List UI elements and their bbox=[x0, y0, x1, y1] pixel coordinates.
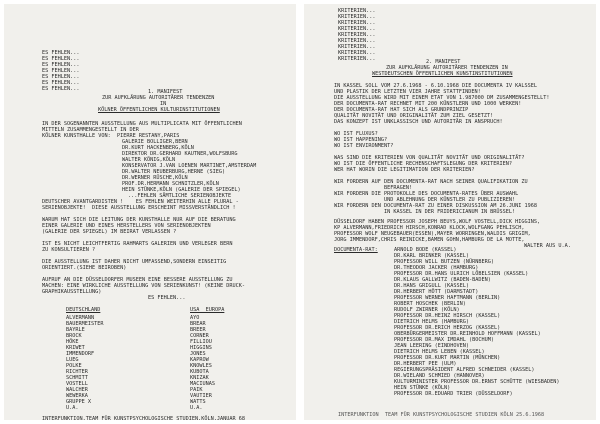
text-line: EINER GALERIE UND EINES HERSTELLERS VON SERIENOBJEKTEN bbox=[42, 223, 211, 229]
text-line: LUEG bbox=[66, 357, 79, 363]
text-line: GRUPPE X bbox=[66, 399, 91, 405]
text-line: DR.KLAUS GALLWITZ (BADEN-BADEN) bbox=[394, 277, 491, 283]
text-line: IN KASSEL SOLL VOM 27.6.1968 - 6.10.1968 DIE DOCUMENTA IV KALSSEL bbox=[334, 83, 538, 89]
text-line: AUFRUF AN DIE DÜSSELDORFER MUSEEN EINE BESSERE AUSSTELLUNG ZU bbox=[42, 277, 233, 283]
text-line: QUALITÄT NOVITÄT UND ORIGINALITÄT ZUM ZIEL GESETZT! bbox=[334, 113, 494, 119]
text-line: KRITERIEN... bbox=[338, 38, 376, 44]
text-line: MACHEN: EINE WIRKLICHE AUSSTELLUNG VON SERIENKUNST! (KEINE DRUCK- bbox=[42, 283, 246, 289]
text-line: DR.WALTER NEUBERBURG,HERNE (SIEG) bbox=[122, 169, 226, 175]
text-line: ES FEHLEN... bbox=[42, 50, 80, 56]
text-line: GALERIE BOLLIGER,BERN bbox=[122, 139, 188, 145]
text-line: VAUTIER bbox=[190, 393, 212, 399]
text-line: KNIZAK bbox=[190, 375, 209, 381]
text-line: U.A. bbox=[66, 405, 79, 411]
text-line: 2. MANIFEST bbox=[426, 59, 461, 65]
text-line: KRITERIEN... bbox=[338, 14, 376, 20]
text-line: UND ABLEHNUNG DER KÜNSTLER ZU PUBLIZIEREN! bbox=[384, 197, 516, 203]
text-line: PROFESSOR DR.HEINZ HIRSCH (KASSEL) bbox=[394, 313, 501, 319]
text-line: ZU KONSULTIEREN ? bbox=[42, 247, 96, 253]
text-line: DIETRICH HELMS LEBEN (KASSEL) bbox=[394, 349, 485, 355]
text-line: DR.HERBERT PEE (ULM) bbox=[394, 361, 457, 367]
text-line: RICHTER bbox=[66, 369, 88, 375]
text-line: DR.KURT HACKENBERG,KÖLN bbox=[122, 145, 194, 151]
text-line: BAYRLE bbox=[66, 327, 85, 333]
text-line: DR.WIELAND SCHMIED (HANNOVER) bbox=[394, 373, 485, 379]
text-line: PROF.DR.HERMANN SCHNITZLER,KÖLN bbox=[122, 181, 219, 187]
text-line: ...FEHLEN SÄMTLICHE SERIENOBJEKTE bbox=[128, 193, 232, 199]
text-line: PROFESSOR DR.HANS ULRICH LÖBELSIEN (KASSEL) bbox=[394, 271, 529, 277]
text-line: FILLIOU bbox=[190, 339, 212, 345]
text-line: ES FEHLEN... bbox=[42, 68, 80, 74]
text-line: BROCK bbox=[66, 333, 82, 339]
text-line: KP ALVERMANN,FRIEDRICH HIRSCH,KONRAD KLOCK,WOLFGANG PEHLISCH, bbox=[334, 225, 525, 231]
text-line: ES FEHLEN... bbox=[42, 74, 80, 80]
text-line: BREAR bbox=[190, 321, 206, 327]
text-line: DÜSSELDORF HABEN PROFESSOR JOSEPH BEUYS,WOLF VOSTELL,DICK HIGGINS, bbox=[334, 219, 541, 225]
text-line: MACIUNAS bbox=[190, 381, 215, 387]
text-line: ORIENTIERT.(SIEHE BEIROBEN) bbox=[42, 265, 127, 271]
text-line: DR.HERBERT HÖTT (DARMSTADT) bbox=[394, 289, 479, 295]
text-line: KRITERIEN... bbox=[338, 44, 376, 50]
text-line: MITTELN ZUSAMMENGESTELLT IN DER bbox=[42, 127, 139, 133]
text-line: DIE AUSSTELLUNG IST DAHER NICHT UMFASSEND,SONDERN EINSEITIG bbox=[42, 259, 227, 265]
text-line: IN KASSEL IN DER FRIDERICIANUM IN BRÜSSEL! bbox=[384, 209, 516, 215]
text-line: DAS KONZEPT IST UNKLASSISCH UND AUTORITÄR IN ANSPRUCH! bbox=[334, 119, 503, 125]
text-line: KUBOTA bbox=[190, 369, 209, 375]
text-line: DER DOCUMENTA-RAT HAT SICH ALS GRUNDPRINZIP bbox=[334, 107, 469, 113]
text-line: WALTER AUS U.A. bbox=[524, 243, 571, 249]
text-line: VOSTELL bbox=[66, 381, 88, 387]
text-line: KULTURMINISTER PROFESSOR DR.ERNST SCHÜTTE (WIESBADEN) bbox=[394, 379, 560, 385]
text-line: AYO bbox=[190, 315, 200, 321]
text-line: WO IST FLUXUS? bbox=[334, 131, 378, 137]
text-line: PROFESSOR DR.ERICH HERZOG (KASSEL) bbox=[394, 325, 501, 331]
text-line: ALVERMANN bbox=[66, 315, 95, 321]
text-line: USA EUROPA bbox=[190, 307, 225, 313]
text-line: ARNOLD BODE (KASSEL) bbox=[394, 247, 457, 253]
text-line: BAUERMEISTER bbox=[66, 321, 104, 327]
text-line: DR.KARL BRINKER (KASSEL) bbox=[394, 253, 469, 259]
text-line: HEIN STÜNKE,KÖLN (GALERIE DER SPIEGEL) bbox=[122, 187, 241, 193]
text-line: PROFESSOR DR.EDUARD TRIER (DÜSSELDORF) bbox=[394, 391, 513, 397]
text-line: DR.WERNER RÜSCHE,KÖLN bbox=[122, 175, 188, 181]
text-line: PROFESSOR DR.MAX IMDAHL (BOCHUM) bbox=[394, 337, 494, 343]
text-line: JONES bbox=[190, 351, 206, 357]
text-line: DEUTSCHER AVANTGARDISTEN ! ES FEHLEN WEITERHIN ALLE PLURAL - bbox=[42, 199, 239, 205]
text-line: IST ES NICHT LEICHTFERTIG RAHMARTS GALERIEN UND VERLEGER BERN bbox=[42, 241, 233, 247]
text-line: ES FEHLEN... bbox=[42, 86, 80, 92]
right-manifesto-page bbox=[304, 4, 596, 420]
text-line: KRITERIEN... bbox=[338, 56, 376, 62]
text-line: DR.THEODOR JACKER (HAMBURG) bbox=[394, 265, 479, 271]
text-line: INTERFUNKTION,TEAM FÜR KUNSTPSYCHOLOGISCHE STUDIEN,KÖLN,JANUAR 68 bbox=[42, 416, 246, 420]
text-line: WATTS bbox=[190, 399, 206, 405]
text-line: KRIWET bbox=[66, 345, 85, 351]
text-line: KÖLNER ÖFFENTLICHEN KULTURINSTITUTIONEN bbox=[98, 107, 220, 113]
text-line: GRAPHIKAUSSTELLUNG) bbox=[42, 289, 102, 295]
text-line: WAS SIND DIE KRITERIEN VON QUALITÄT NOVITÄT UND ORIGINALITÄT? bbox=[334, 155, 525, 161]
text-line: REGIERUNGSPRÄSIDENT ALFRED SCHNEIDER (KASSEL) bbox=[394, 367, 535, 373]
text-line: DER DOCUMENTA-RAT RECHNET MIT 200 KÜNSTLERN UND 1000 WERKEN! bbox=[334, 101, 522, 107]
text-line: RUDOLF ZWIRNER (KÖLN) bbox=[394, 307, 460, 313]
text-line: CORNER bbox=[190, 333, 209, 339]
text-line: ES FEHLEN... bbox=[42, 80, 80, 86]
text-line: DR.HANS GRIGULL (KASSEL) bbox=[394, 283, 469, 289]
text-line: KRITERIEN... bbox=[338, 26, 376, 32]
text-line: KNOWLES bbox=[190, 363, 212, 369]
text-line: SERIENOBJEKTE! DIESE AUSSTELLUNG ERSCHEINT MISSVERSTÄNDLICH ! bbox=[42, 205, 236, 211]
text-line: WIR FORDERN AUF DEN DOCUMENTA-RAT NACH SEINER QUALIFIKATION ZU bbox=[334, 179, 528, 185]
text-line: U.A. bbox=[190, 405, 203, 411]
text-line: KRITERIEN... bbox=[338, 20, 376, 26]
text-line: BREER bbox=[190, 327, 206, 333]
page-fold bbox=[297, 4, 300, 420]
text-line: WIR FORDERN DIE PROTOKOLLE DES DOCUMENTA-RATES ÜBER AUSWAHL bbox=[334, 191, 519, 197]
text-line: SCHMITT bbox=[66, 375, 88, 381]
text-line: (GALERIE DER SPIEGEL) IM BEIRAT VERLASSEN ? bbox=[42, 229, 177, 235]
text-line: HÖKE bbox=[66, 339, 79, 345]
text-line: KRITERIEN... bbox=[338, 8, 376, 14]
text-line: ZUR AUFKLÄRUNG AUTORITÄRER TENDENZEN IN bbox=[386, 65, 508, 71]
text-line: JORG IMMENDORF,CHRIS REINICKE,BAMEN GOHN,HAMBURG DE LA MOTTE, bbox=[334, 237, 525, 243]
text-line: 1. MANIFEST bbox=[148, 89, 183, 95]
text-line: PAIK bbox=[190, 387, 203, 393]
text-line: PROFESSOR WOLF NEUGEBAUER(ESSEN),MAYER WORRINGEN,WALDIS GRIGIM, bbox=[334, 231, 531, 237]
text-line: KONSERVATOR J.VAN LOENEN MARTINET,AMSTERDAM bbox=[122, 163, 257, 169]
text-line: WER HAT WORIN DIE LEGITIMATION DER KRITERIEN? bbox=[334, 167, 475, 173]
text-line: ES FEHLEN... bbox=[42, 56, 80, 62]
text-line: PROFESSOR WERNER HAFTMANN (BERLIN) bbox=[394, 295, 501, 301]
text-line: WO IST ENVIRONMENT? bbox=[334, 143, 394, 149]
text-line: INTERFUNKTION TEAM FÜR KUNSTPSYCHOLOGISCHE STUDIEN KÖLN 25.6.1968 bbox=[338, 412, 545, 418]
text-line: WIR FORDERN DEN DOCUMENTA-RAT ZU EINER DISKUSSION AM 26.JUNI 1968 bbox=[334, 203, 538, 209]
text-line: PROFESSOR WILL BUTZEN (NÜRNBERG) bbox=[394, 259, 494, 265]
text-line: DIETRICH HELMS (HAMBURG) bbox=[394, 319, 469, 325]
text-line: KRITERIEN... bbox=[338, 50, 376, 56]
text-line: ZUR AUFKLÄRUNG AUTORITÄRER TENDENZEN bbox=[102, 95, 215, 101]
text-line: DIREKTOR DR.GERHARD KAUTNER,WOLFSBURG bbox=[122, 151, 238, 157]
text-line: JEAN LEERING (EINDHOVEN) bbox=[394, 343, 469, 349]
text-line: ES FEHLEN... bbox=[42, 62, 80, 68]
text-line: KÖLNER KUNSTHALLE VON: PIERRE RESTANY,PARIS bbox=[42, 133, 180, 139]
text-line: ES FEHLEN... bbox=[148, 295, 186, 301]
text-line: IN bbox=[160, 101, 167, 107]
text-line: DEUTSCHLAND bbox=[66, 307, 101, 313]
text-line: KAPROW bbox=[190, 357, 209, 363]
text-line: WO IST HAPPENING? bbox=[334, 137, 388, 143]
text-line: KRITERIEN... bbox=[338, 32, 376, 38]
text-line: WO IST DIE ÖFFENTLICHE RECHENSCHAFTSLEGUNG DER KRITERIEN? bbox=[334, 161, 513, 167]
text-line: UND PLASTIK DER LETZTEN VIER JAHRE STATTFINDEN! bbox=[334, 89, 481, 95]
text-line: IN DER SOGENANNTEN AUSSTELLUNG AUS MULTIPLICATA MIT ÖFFENTLICHEN bbox=[42, 121, 242, 127]
text-line: DIE AUSSTELLUNG WIRD MIT EINEM ETAT VON 1.987000 DM ZUSAMMENGESTELLT! bbox=[334, 95, 550, 101]
text-line: WARUM HAT SICH DIE LEITUNG DER KUNSTHALLE NUR AUF DIE BERATUNG bbox=[42, 217, 236, 223]
text-line: OBERBÜRGERMEISTER DR.REINHOLD HOFFMANN (KASSEL) bbox=[394, 331, 541, 337]
text-line: WALCHER bbox=[66, 387, 88, 393]
text-line: HIGGINS bbox=[190, 345, 212, 351]
text-line: BEFRAGEN! bbox=[384, 185, 413, 191]
text-line: PROFESSOR DR.KURT MARTIN (MÜNCHEN) bbox=[394, 355, 501, 361]
text-line: IMMENDORF bbox=[66, 351, 95, 357]
text-line: WEWERKA bbox=[66, 393, 88, 399]
text-line: ROBERT HOSCHEK (BERLIN) bbox=[394, 301, 466, 307]
text-line: POLKE bbox=[66, 363, 82, 369]
left-manifesto-page bbox=[4, 4, 296, 420]
text-line: WALTER KÖNIG,KÖLN bbox=[122, 157, 176, 163]
text-line: WESTDEUTSCHEN ÖFFENTLICHEN KUNSTINSTITUTIONEN bbox=[372, 71, 513, 77]
text-line: HEIN STÜNKE (KÖLN) bbox=[394, 385, 451, 391]
text-line: DOCUMENTA-RAT: bbox=[334, 247, 378, 253]
